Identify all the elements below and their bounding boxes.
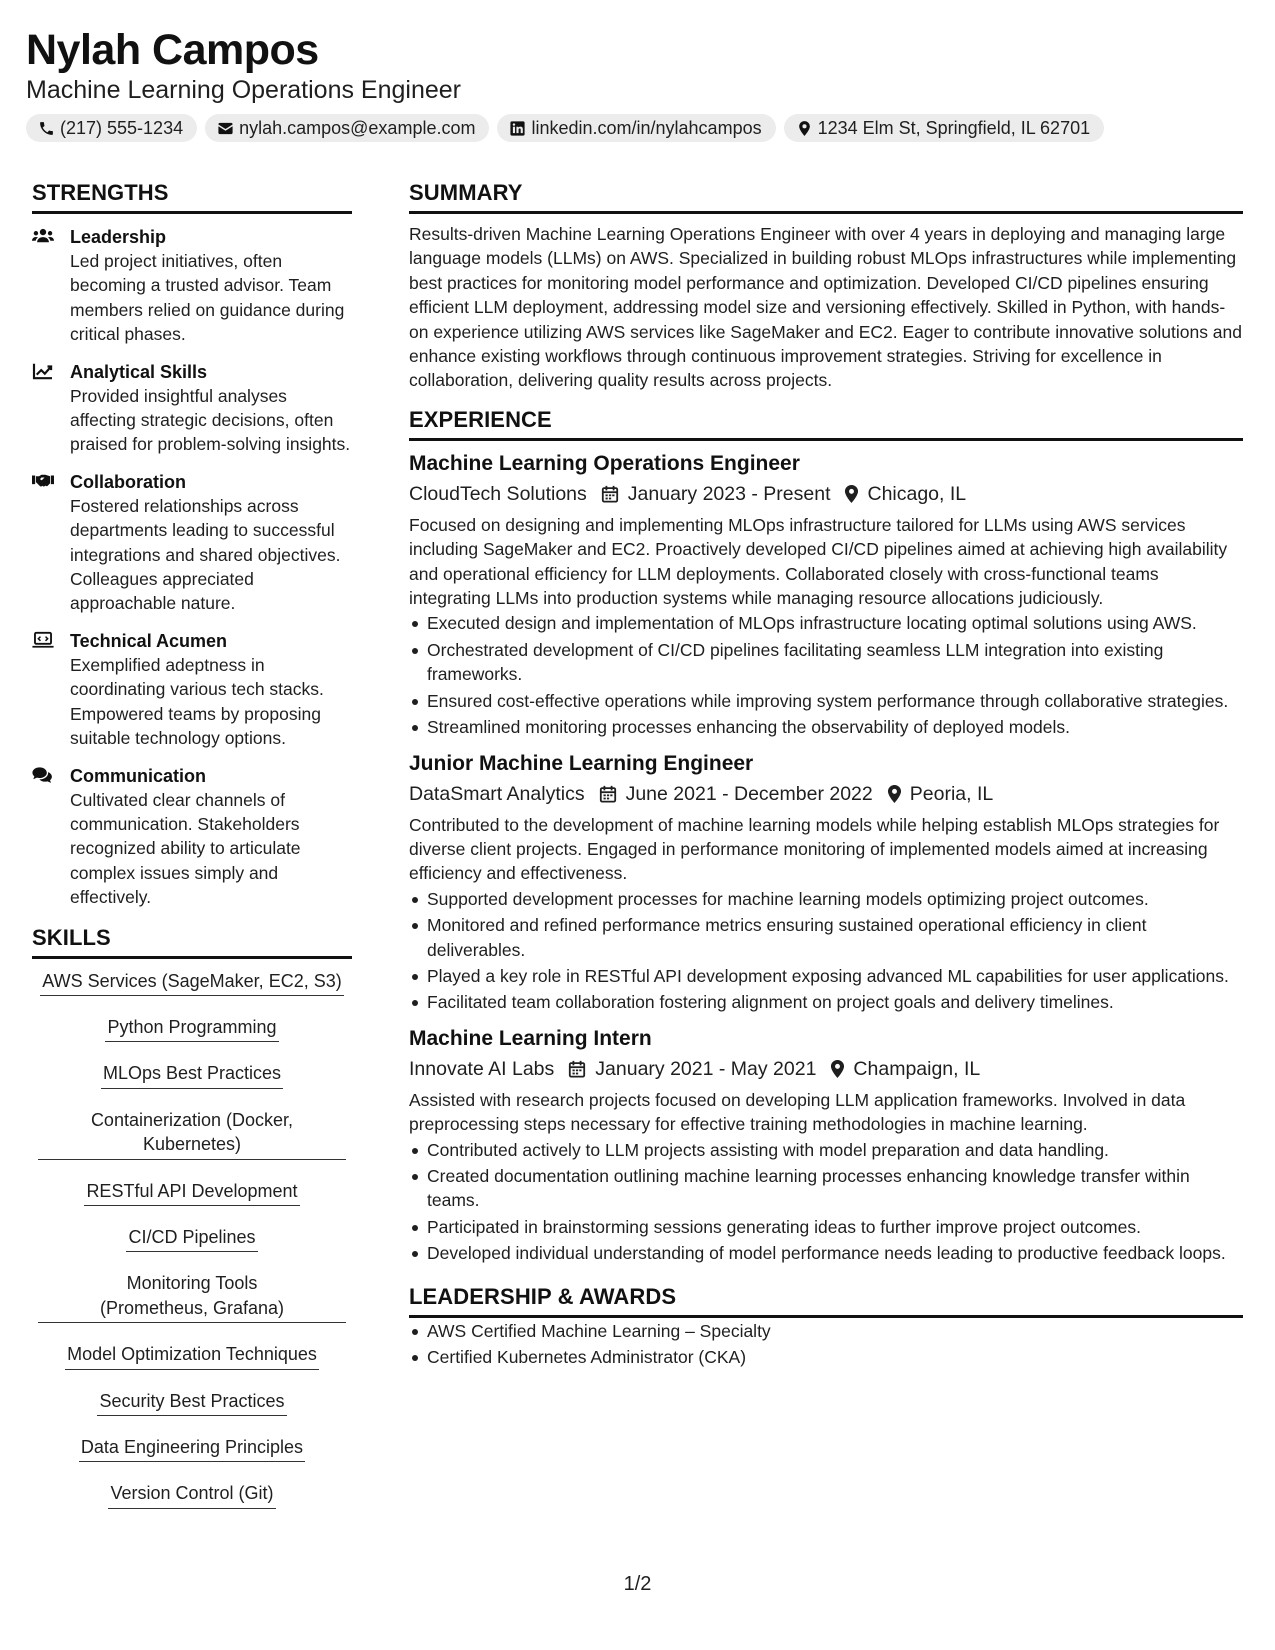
strength-item xyxy=(32,764,352,910)
job-bullet: Facilitated team collaboration fostering alignment on project goals and delivery timelines. xyxy=(409,990,1243,1014)
candidate-name: Nylah Campos xyxy=(26,26,319,74)
strengths-heading: STRENGTHS xyxy=(32,178,352,214)
skill-item: Version Control (Git) xyxy=(32,1481,352,1508)
left-column xyxy=(32,178,352,1528)
strength-title: Collaboration xyxy=(70,471,186,492)
comments-icon xyxy=(32,766,54,784)
linkedin-icon xyxy=(509,120,526,137)
strengths-list xyxy=(32,225,352,910)
strength-desc: Provided insightful analyses affecting strategic decisions, often praised for problem-solving insights. xyxy=(70,385,351,455)
skill-item: Containerization (Docker, Kubernetes) xyxy=(32,1108,352,1160)
contact-phone[interactable] xyxy=(26,114,197,142)
strength-desc: Exemplified adeptness in coordinating various tech stacks. Empowered teams by proposing suitable technology options. xyxy=(70,654,324,749)
page-number: 1/2 xyxy=(623,1573,652,1595)
skill-item: AWS Services (SageMaker, EC2, S3) xyxy=(32,969,352,996)
chart-line-icon xyxy=(32,362,54,380)
job-bullet: Executed design and implementation of MLOps infrastructure locating optimal solutions using AWS. xyxy=(409,611,1243,635)
summary-heading: SUMMARY xyxy=(409,178,1243,214)
job-bullet: Orchestrated development of CI/CD pipelines facilitating seamless LLM integration into existing frameworks. xyxy=(409,638,1243,687)
job-bullets xyxy=(409,1138,1243,1266)
handshake-icon xyxy=(32,472,54,490)
contact-email[interactable] xyxy=(205,114,489,142)
laptop-code-icon xyxy=(32,631,54,649)
job-bullets xyxy=(409,611,1243,739)
map-pin-icon xyxy=(796,120,813,137)
job-bullet: Streamlined monitoring processes enhancing the observability of deployed models. xyxy=(409,715,1243,739)
contact-linkedin-text: linkedin.com/in/nylahcampos xyxy=(531,117,762,138)
job-dates: June 2021 - December 2022 xyxy=(625,782,873,805)
job-title: Junior Machine Learning Engineer xyxy=(409,751,754,775)
job-bullets xyxy=(409,887,1243,1015)
strength-desc: Fostered relationships across departments leading to successful integrations and shared objectives. Colleagues appreciated approachable nature. xyxy=(70,495,341,614)
experience-heading: EXPERIENCE xyxy=(409,405,1243,441)
strength-item xyxy=(32,470,352,616)
strength-title: Communication xyxy=(70,765,207,786)
job-title: Machine Learning Intern xyxy=(409,1026,652,1050)
contact-phone-text: (217) 555-1234 xyxy=(60,117,184,138)
strength-item xyxy=(32,360,352,457)
skill-item: Data Engineering Principles xyxy=(32,1435,352,1462)
job-meta xyxy=(409,479,1243,509)
resume-header xyxy=(26,24,1246,142)
skill-item: CI/CD Pipelines xyxy=(32,1225,352,1252)
job-description: Focused on designing and implementing MLOps infrastructure tailored for LLMs using AWS services including SageMaker and EC2. Proactively developed CI/CD pipelines aimed at achieving high availability and operational efficiency for LLM deployments. Collaborated closely with cross-functional teams integrating LLMs into production systems while managing resource allocations judiciously. xyxy=(409,514,1228,609)
calendar-icon xyxy=(599,785,617,803)
users-icon xyxy=(32,227,54,245)
calendar-icon xyxy=(568,1060,586,1078)
job-bullet: Created documentation outlining machine learning processes enhancing knowledge transfer within teams. xyxy=(409,1164,1243,1213)
job-company: DataSmart Analytics xyxy=(409,782,585,805)
skill-item: Security Best Practices xyxy=(32,1389,352,1416)
job-bullet: Monitored and refined performance metrics ensuring sustained operational efficiency in client deliverables. xyxy=(409,913,1243,962)
skill-item: Model Optimization Techniques xyxy=(32,1342,352,1369)
job-location: Champaign, IL xyxy=(853,1057,981,1080)
job-bullet: Supported development processes for machine learning models optimizing project outcomes. xyxy=(409,887,1243,911)
job-bullet: Ensured cost-effective operations while improving system performance through collaborative strategies. xyxy=(409,689,1243,713)
job-entry xyxy=(409,450,1243,740)
job-entry xyxy=(409,1025,1243,1266)
contact-bar xyxy=(26,114,1246,142)
contact-email-text: nylah.campos@example.com xyxy=(239,117,476,138)
job-meta xyxy=(409,1054,1243,1084)
job-bullet: Played a key role in RESTful API development exposing advanced ML capabilities for user applications. xyxy=(409,964,1243,988)
job-title: Machine Learning Operations Engineer xyxy=(409,451,800,475)
job-location: Peoria, IL xyxy=(909,782,994,805)
skill-item: MLOps Best Practices xyxy=(32,1061,352,1088)
strength-title: Leadership xyxy=(70,227,167,247)
job-company: Innovate AI Labs xyxy=(409,1057,555,1080)
skills-list xyxy=(32,969,352,1509)
contact-address[interactable] xyxy=(784,114,1105,142)
phone-icon xyxy=(38,120,55,137)
contact-linkedin[interactable] xyxy=(497,114,775,142)
job-location: Chicago, IL xyxy=(867,482,967,505)
skill-item: Python Programming xyxy=(32,1015,352,1042)
job-description: Contributed to the development of machine learning models while helping establish MLOps strategies for diverse client projects. Engaged in performance monitoring of implemented models aimed at increasing efficiency and effectiveness. xyxy=(409,814,1220,884)
job-meta xyxy=(409,779,1243,809)
contact-address-text: 1234 Elm St, Springfield, IL 62701 xyxy=(817,117,1091,138)
map-pin-icon xyxy=(844,485,859,503)
strength-title: Analytical Skills xyxy=(70,361,208,382)
envelope-icon xyxy=(217,120,234,137)
summary-text: Results-driven Machine Learning Operations Engineer with over 4 years in deploying and managing large language models (LLMs) on AWS. Specialized in building robust MLOps infrastructures while implementing best practices for monitoring model performance and optimization. Developed CI/CD pipelines ensuring efficient LLM deployment, addressing model size and versioning effectively. Skilled in Python, with hands-on experience utilizing AWS services like SageMaker and EC2. Eager to contribute innovative solutions and enhance existing workflows through continuous improvement strategies. Striving for excellence in collaboration, delivering quality results across projects. xyxy=(409,224,1243,391)
job-bullet: Contributed actively to LLM projects assisting with model preparation and data handling. xyxy=(409,1138,1243,1162)
candidate-role: Machine Learning Operations Engineer xyxy=(26,76,461,104)
skills-heading: SKILLS xyxy=(32,923,352,959)
strength-title: Technical Acumen xyxy=(70,630,228,651)
strength-desc: Led project initiatives, often becoming a trusted advisor. Team members relied on guidance during critical phases. xyxy=(70,251,345,345)
skill-item: Monitoring Tools (Prometheus, Grafana) xyxy=(32,1271,352,1323)
calendar-icon xyxy=(601,485,619,503)
award-item: AWS Certified Machine Learning – Specialty xyxy=(409,1319,1243,1343)
map-pin-icon xyxy=(887,785,902,803)
job-dates: January 2021 - May 2021 xyxy=(595,1057,817,1080)
job-bullet: Participated in brainstorming sessions generating ideas to further improve project outcomes. xyxy=(409,1215,1243,1239)
job-bullet: Developed individual understanding of model performance needs leading to productive feedback loops. xyxy=(409,1241,1243,1265)
job-description: Assisted with research projects focused on developing LLM application frameworks. Involved in data preprocessing steps necessary for effective training methodologies in machine learning. xyxy=(409,1089,1186,1135)
award-item: Certified Kubernetes Administrator (CKA) xyxy=(409,1345,1243,1369)
awards-heading: LEADERSHIP & AWARDS xyxy=(409,1282,1243,1318)
strength-desc: Cultivated clear channels of communication. Stakeholders recognized ability to articulate complex issues simply and effectively. xyxy=(70,789,301,908)
strength-item xyxy=(32,629,352,751)
job-company: CloudTech Solutions xyxy=(409,482,587,505)
strength-item xyxy=(32,225,352,347)
awards-list xyxy=(409,1319,1243,1370)
map-pin-icon xyxy=(830,1060,845,1078)
job-entry xyxy=(409,750,1243,1015)
job-dates: January 2023 - Present xyxy=(627,482,831,505)
skill-item: RESTful API Development xyxy=(32,1179,352,1206)
right-column xyxy=(409,178,1243,1371)
